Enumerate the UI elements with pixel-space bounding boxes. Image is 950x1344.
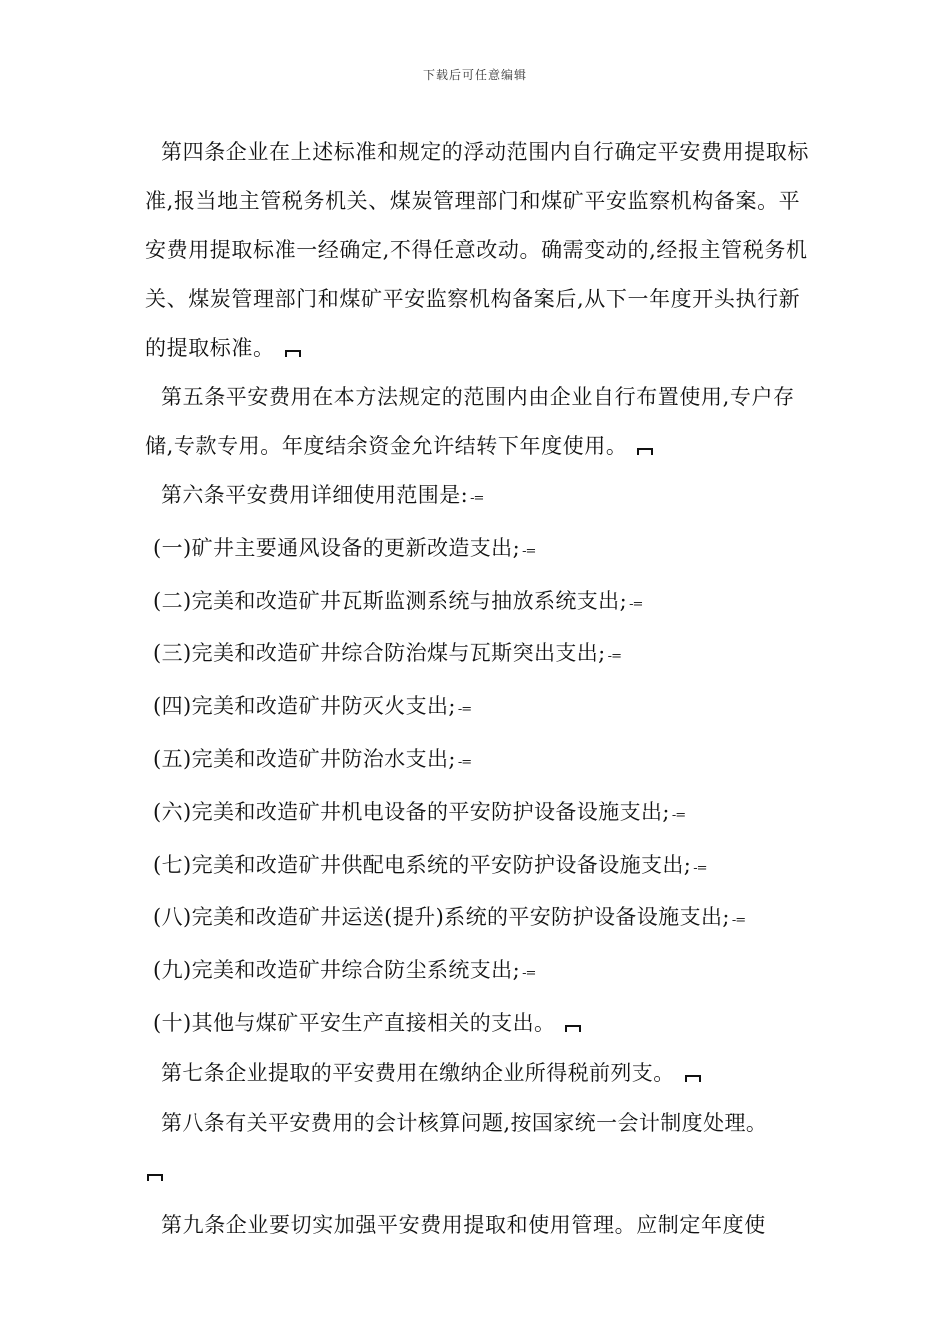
list-item: [145, 577, 810, 630]
line-break-mark-icon: -=: [607, 649, 621, 665]
list-item-text: (九)完美和改造矿井综合防尘系统支出;: [153, 958, 521, 983]
list-item-text: (一)矿井主要通风设备的更新改造支出;: [153, 535, 521, 560]
article-8-end: [145, 1148, 810, 1197]
list-item: [145, 629, 810, 682]
article-6-text: 第六条平安费用详细使用范围是:: [161, 483, 469, 507]
list-item: [145, 682, 810, 735]
list-item: [145, 524, 810, 577]
article-8: [145, 1099, 810, 1149]
list-item-text: (四)完美和改造矿井防灭火支出;: [153, 694, 456, 719]
line-break-mark-icon: -=: [671, 807, 686, 823]
article-7-text: 第七条企业提取的平安费用在缴纳企业所得税前列支。: [161, 1060, 675, 1085]
article-4-text: 第四条企业在上述标准和规定的浮动范围内自行确定平安费用提取标准,报当地主管税务机关、煤炭管理部门和煤矿平安监察机构备案。平安费用提取标准一经确定,不得任意改动。确需变动的,经报主管税务机关、煤炭管理部门和煤矿平安监察机构备案后,从下一年度开头执行新的提取标准。: [145, 140, 809, 360]
list-item: [145, 841, 810, 894]
list-item: [145, 893, 810, 946]
paragraph-mark-icon: [685, 1075, 701, 1082]
line-break-mark-icon: -=: [522, 966, 536, 982]
article-6: [145, 471, 810, 524]
line-break-mark-icon: -=: [457, 754, 472, 770]
article-5: [145, 373, 810, 471]
list-item-text: (三)完美和改造矿井综合防治煤与瓦斯突出支出;: [153, 641, 606, 666]
list-item-text: (六)完美和改造矿井机电设备的平安防护设备设施支出;: [153, 799, 670, 824]
line-break-mark-icon: -=: [693, 860, 707, 876]
list-item-text: (五)完美和改造矿井防治水支出;: [153, 746, 456, 771]
article-9-text: 第九条企业要切实加强平安费用提取和使用管理。应制定年度使: [161, 1213, 766, 1238]
line-break-mark-icon: -=: [522, 543, 536, 559]
list-item-text: (二)完美和改造矿井瓦斯监测系统与抽放系统支出;: [153, 588, 628, 613]
list-item-text: (八)完美和改造矿井运送(提升)系统的平安防护设备设施支出;: [153, 905, 730, 930]
page-header: 下载后可任意编辑: [422, 68, 527, 82]
paragraph-mark-icon: [147, 1174, 163, 1181]
document-body: [145, 128, 810, 1250]
article-5-text: 第五条平安费用在本方法规定的范围内由企业自行布置使用,专户存储,专款专用。年度结余资金允许结转下年度使用。: [145, 385, 795, 458]
article-9: [145, 1201, 810, 1250]
list-item: [145, 999, 810, 1049]
line-break-mark-icon: -=: [731, 913, 746, 929]
list-item-text: (七)完美和改造矿井供配电系统的平安防护设备设施支出;: [153, 852, 692, 877]
list-item: [145, 946, 810, 999]
line-break-mark-icon: -=: [457, 702, 472, 718]
article-4: [145, 128, 810, 373]
list-item-text: (十)其他与煤矿平安生产直接相关的支出。: [153, 1010, 556, 1035]
paragraph-mark-icon: [637, 448, 653, 455]
line-break-mark-icon: -=: [629, 596, 643, 612]
line-break-mark-icon: -=: [470, 491, 484, 506]
paragraph-mark-icon: [565, 1025, 581, 1032]
article-8-text: 第八条有关平安费用的会计核算问题,按国家统一会计制度处理。: [161, 1110, 768, 1135]
article-7: [145, 1049, 810, 1099]
paragraph-mark-icon: [285, 350, 301, 357]
list-item: [145, 735, 810, 788]
list-item: [145, 788, 810, 841]
